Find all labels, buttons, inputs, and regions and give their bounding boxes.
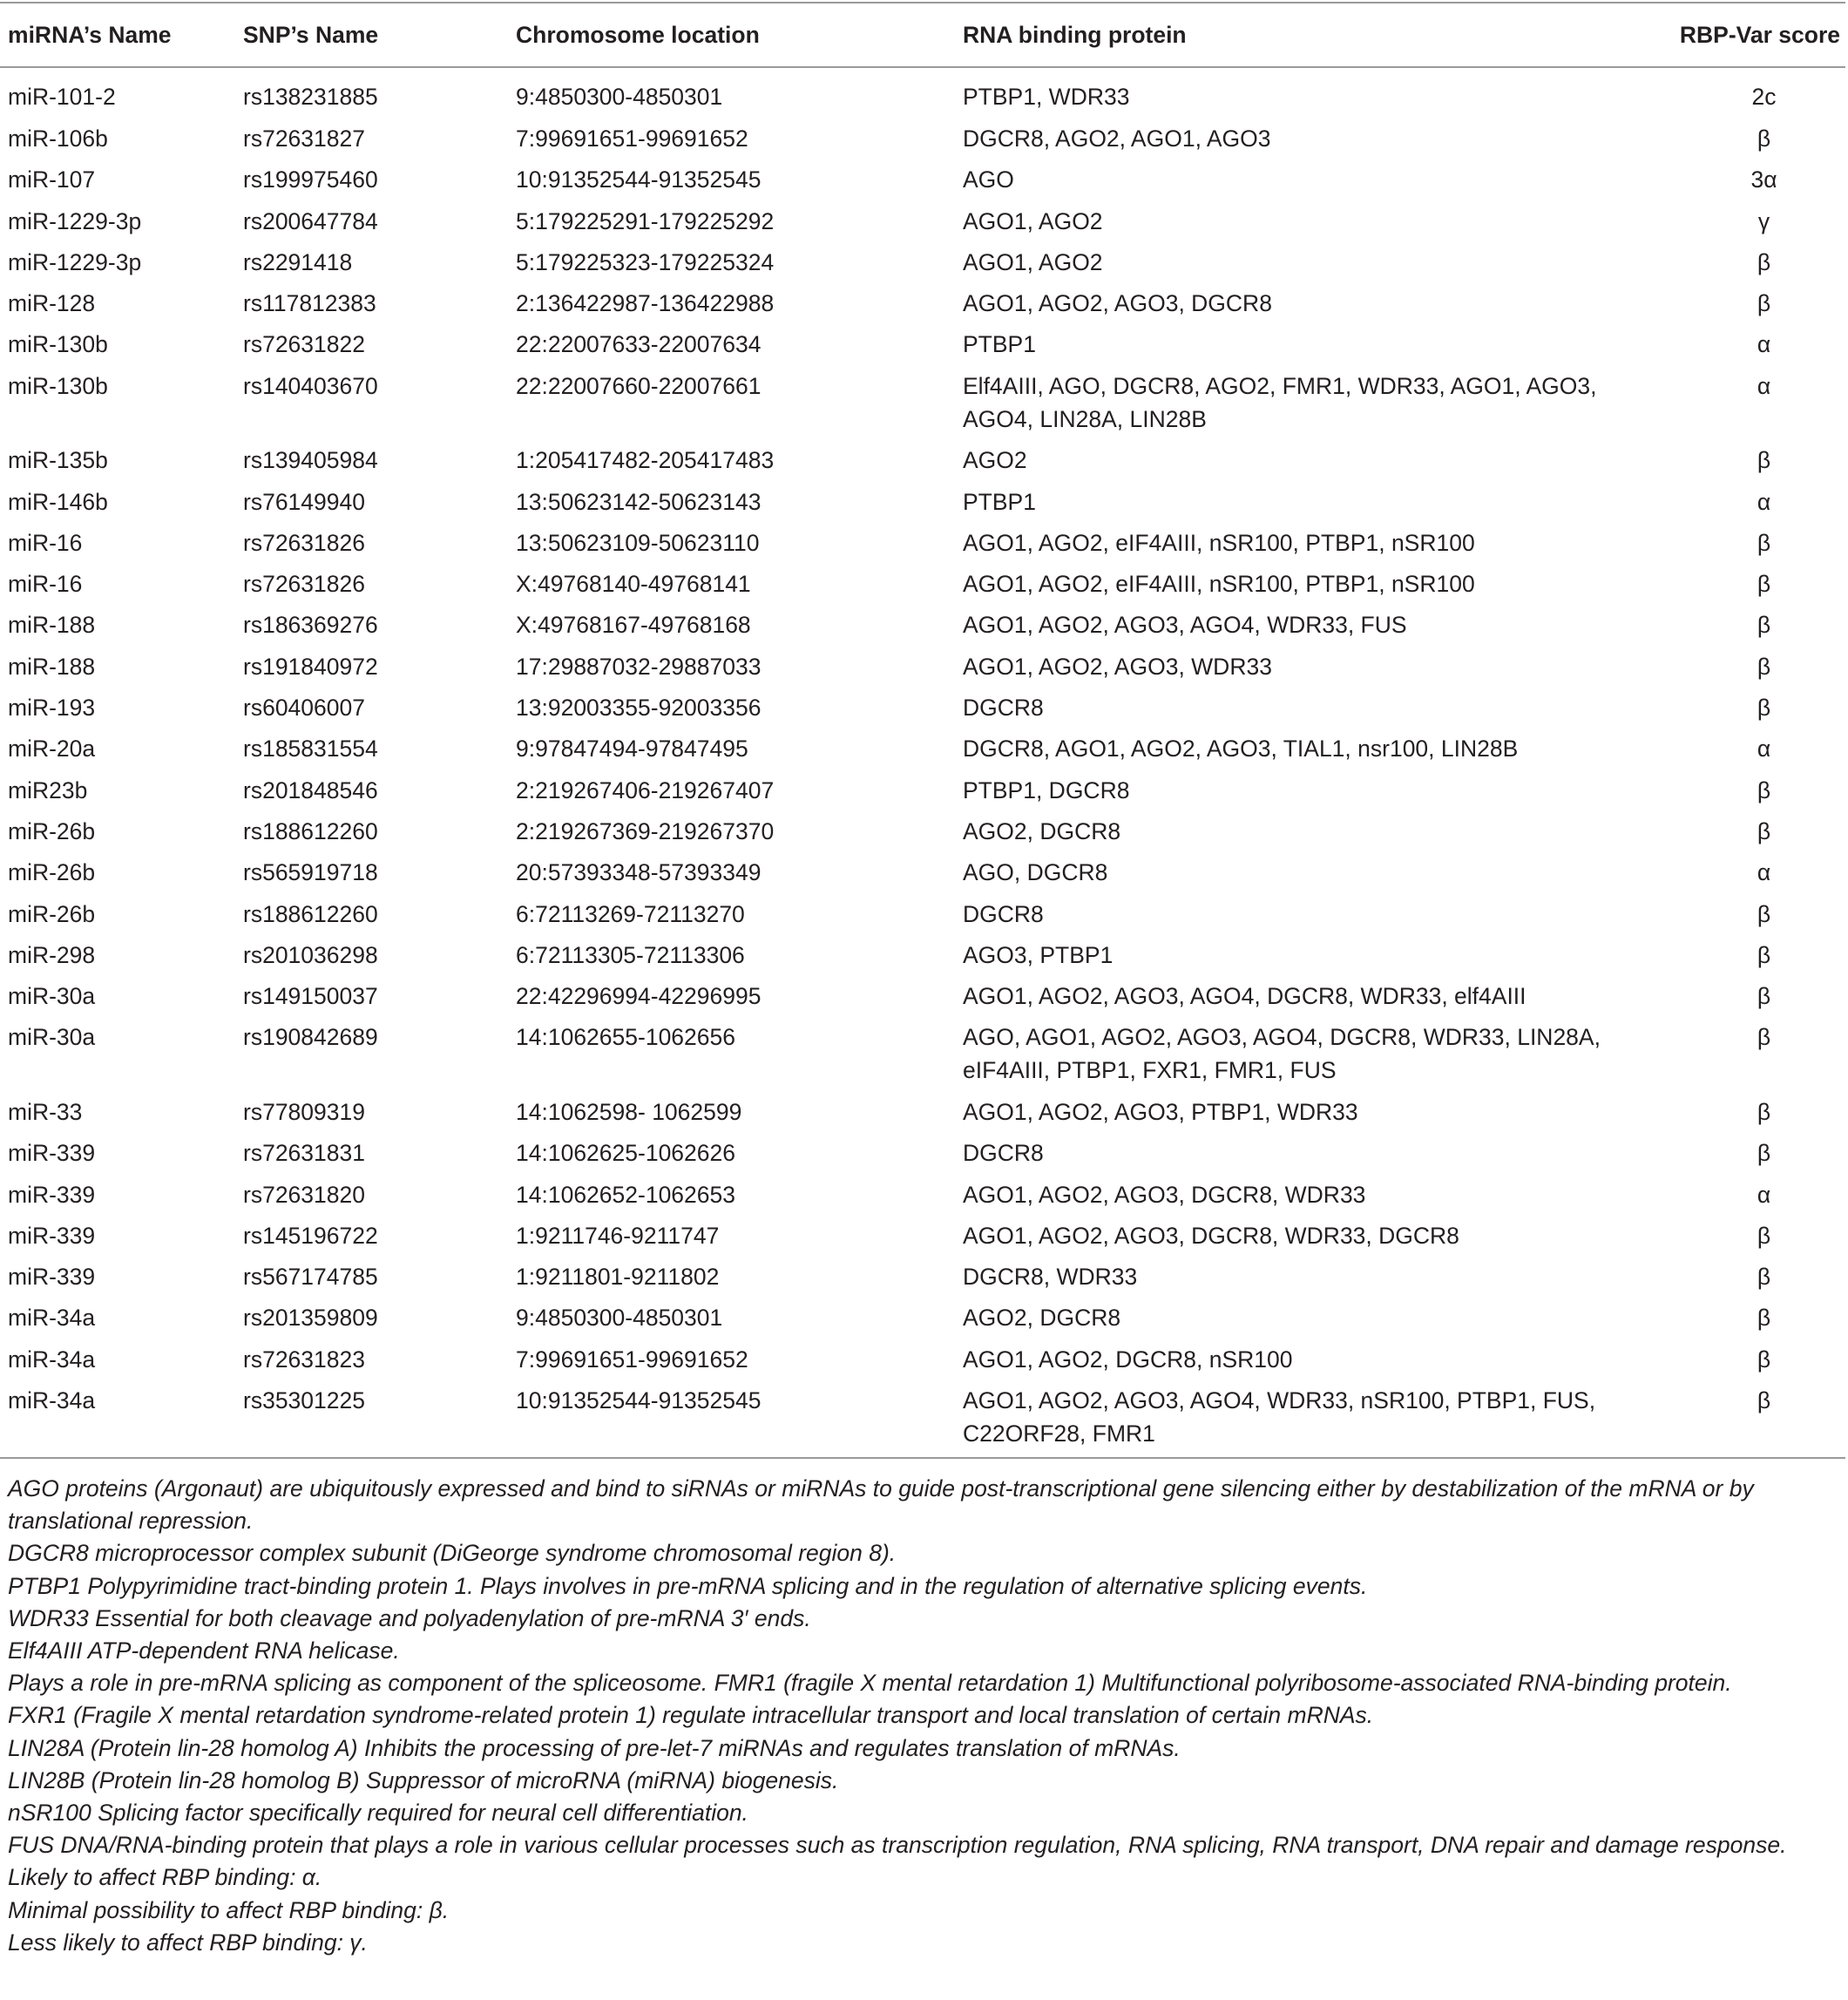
cell-mirna-name: miR-30a: [8, 983, 96, 1010]
table-body: [0, 67, 1845, 1458]
cell-rna-binding-protein: PTBP1, DGCR8: [963, 776, 1130, 803]
footnote-line: Elf4AIII ATP-dependent RNA helicase.: [8, 1637, 400, 1664]
cell-mirna-name: miR-130b: [8, 331, 108, 358]
cell-snp-name: rs201359809: [243, 1305, 378, 1332]
table-row: [0, 1339, 1845, 1380]
header-chromosome-location: Chromosome location: [516, 22, 760, 48]
table-row: [0, 522, 1845, 563]
cell-chromosome-location: 1:205417482-205417483: [516, 447, 775, 474]
table-row: [0, 282, 1845, 323]
table-row: [0, 481, 1845, 522]
table-row: [0, 893, 1845, 934]
cell-snp-name: rs2291418: [243, 248, 353, 275]
cell-mirna-name: miR-107: [8, 166, 96, 193]
cell-mirna-name: miR-188: [8, 612, 96, 639]
table-row: [0, 563, 1845, 604]
cell-snp-name: rs201848546: [243, 776, 378, 803]
cell-chromosome-location: 14:1062598- 1062599: [516, 1098, 742, 1125]
table-row: [0, 975, 1845, 1016]
cell-rna-binding-protein: AGO2: [963, 447, 1027, 474]
table-row: [0, 1215, 1845, 1256]
cell-snp-name: rs140403670: [243, 372, 378, 399]
cell-snp-name: rs185831554: [243, 736, 378, 763]
cell-snp-name: rs72631827: [243, 125, 365, 152]
cell-rna-binding-protein: AGO, DGCR8: [963, 859, 1108, 886]
cell-snp-name: rs188612260: [243, 817, 378, 844]
cell-rbp-var-score: β: [1757, 1222, 1771, 1249]
cell-snp-name: rs72631820: [243, 1181, 365, 1208]
cell-chromosome-location: 13:50623142-50623143: [516, 488, 762, 515]
table-row: [0, 646, 1845, 687]
cell-mirna-name: miR-34a: [8, 1346, 96, 1373]
cell-mirna-name: miR-339: [8, 1181, 96, 1208]
cell-chromosome-location: 9:4850300-4850301: [516, 84, 723, 110]
cell-rna-binding-protein: DGCR8: [963, 900, 1044, 927]
cell-chromosome-location: 13:92003355-92003356: [516, 695, 762, 722]
cell-chromosome-location: 22:22007660-22007661: [516, 372, 762, 399]
table-row: [0, 1016, 1845, 1091]
cell-mirna-name: miR-1229-3p: [8, 248, 142, 275]
cell-snp-name: rs191840972: [243, 653, 378, 680]
cell-rbp-var-score: β: [1757, 125, 1771, 152]
footnote-line: WDR33 Essential for both cleavage and polyadenylation of pre-mRNA 3′ ends.: [8, 1604, 811, 1631]
footnote-line: Less likely to affect RBP binding: γ.: [8, 1929, 368, 1956]
cell-mirna-name: miR-146b: [8, 488, 108, 515]
cell-mirna-name: miR-30a: [8, 1024, 96, 1051]
cell-rbp-var-score: β: [1757, 1024, 1771, 1051]
cell-chromosome-location: 6:72113269-72113270: [516, 900, 745, 927]
cell-rbp-var-score: β: [1757, 1387, 1771, 1414]
footnote-line: DGCR8 microprocessor complex subunit (DiGeorge syndrome chromosomal region 8).: [8, 1540, 897, 1567]
cell-rna-binding-protein: DGCR8, AGO2, AGO1, AGO3: [963, 125, 1271, 152]
cell-snp-name: rs200647784: [243, 207, 378, 234]
cell-chromosome-location: 7:99691651-99691652: [516, 125, 748, 152]
header-rna-binding-protein: RNA binding protein: [963, 22, 1187, 48]
cell-chromosome-location: 14:1062625-1062626: [516, 1140, 735, 1167]
cell-mirna-name: miR-339: [8, 1222, 96, 1249]
table-row: [0, 323, 1845, 364]
footnote-line: Likely to affect RBP binding: α.: [8, 1864, 322, 1891]
footnote-line: nSR100 Splicing factor specifically required for neural cell differentiation.: [8, 1800, 748, 1827]
cell-chromosome-location: 10:91352544-91352545: [516, 1387, 762, 1414]
cell-mirna-name: miR-135b: [8, 447, 108, 474]
cell-snp-name: rs72631831: [243, 1140, 365, 1167]
cell-rbp-var-score: β: [1757, 612, 1771, 639]
cell-rbp-var-score: β: [1757, 983, 1771, 1010]
cell-rbp-var-score: β: [1757, 1305, 1771, 1332]
cell-mirna-name: miR-188: [8, 653, 96, 680]
table-row: [0, 1380, 1845, 1458]
cell-snp-name: rs60406007: [243, 695, 365, 722]
cell-chromosome-location: 13:50623109-50623110: [516, 529, 760, 556]
cell-chromosome-location: X:49768167-49768168: [516, 612, 751, 639]
table-row: [0, 200, 1845, 241]
cell-rna-binding-protein: AGO1, AGO2, AGO3, DGCR8, WDR33: [963, 1181, 1366, 1208]
cell-mirna-name: miR-26b: [8, 859, 96, 886]
cell-mirna-name: miR-1229-3p: [8, 207, 142, 234]
cell-mirna-name: miR-26b: [8, 900, 96, 927]
cell-rna-binding-protein: PTBP1: [963, 488, 1036, 515]
cell-rna-binding-protein: AGO, AGO1, AGO2, AGO3, AGO4, DGCR8, WDR33, LIN28A, eIF4AIII, PTBP1, FXR1, FMR1, FUS: [963, 1024, 1601, 1084]
cell-rna-binding-protein: DGCR8: [963, 1140, 1044, 1167]
table-row: [0, 1297, 1845, 1338]
cell-mirna-name: miR-34a: [8, 1305, 96, 1332]
cell-rbp-var-score: 2c: [1751, 84, 1777, 110]
cell-rbp-var-score: α: [1757, 488, 1771, 515]
cell-rna-binding-protein: DGCR8: [963, 695, 1044, 722]
cell-chromosome-location: 9:97847494-97847495: [516, 736, 748, 763]
cell-rbp-var-score: β: [1757, 1098, 1771, 1125]
table-row: [0, 439, 1845, 480]
cell-chromosome-location: 10:91352544-91352545: [516, 166, 762, 193]
cell-snp-name: rs35301225: [243, 1387, 365, 1414]
cell-mirna-name: miR-26b: [8, 817, 96, 844]
cell-rbp-var-score: β: [1757, 290, 1771, 317]
cell-snp-name: rs138231885: [243, 84, 378, 110]
cell-rbp-var-score: α: [1757, 1181, 1771, 1208]
cell-snp-name: rs186369276: [243, 612, 378, 639]
footnote-line: FXR1 (Fragile X mental retardation syndrome-related protein 1) regulate intracellular transport and local translation of certain mRNAs.: [8, 1702, 1374, 1729]
cell-rna-binding-protein: DGCR8, AGO1, AGO2, AGO3, TIAL1, nsr100, LIN28B: [963, 736, 1519, 763]
cell-snp-name: rs190842689: [243, 1024, 378, 1051]
cell-mirna-name: miR-298: [8, 941, 96, 968]
table-row: [0, 728, 1845, 769]
cell-chromosome-location: 2:219267406-219267407: [516, 776, 775, 803]
footnote-line: Minimal possibility to affect RBP binding: β.: [8, 1896, 450, 1923]
cell-rna-binding-protein: AGO1, AGO2, AGO3, DGCR8: [963, 290, 1272, 317]
table-row: [0, 159, 1845, 200]
cell-mirna-name: miR-20a: [8, 736, 96, 763]
cell-snp-name: rs76149940: [243, 488, 365, 515]
header-mirna-name: miRNA’s Name: [8, 22, 172, 48]
table-row: [0, 934, 1845, 975]
cell-chromosome-location: 5:179225291-179225292: [516, 207, 775, 234]
cell-rbp-var-score: β: [1757, 529, 1771, 556]
table-row: [0, 687, 1845, 728]
footnote-line: LIN28B (Protein lin-28 homolog B) Suppressor of microRNA (miRNA) biogenesis.: [8, 1766, 839, 1793]
cell-rna-binding-protein: AGO1, AGO2: [963, 248, 1103, 275]
table-footnotes: [8, 1473, 1842, 1959]
table-row: [0, 851, 1845, 892]
cell-rbp-var-score: β: [1757, 447, 1771, 474]
cell-rna-binding-protein: AGO1, AGO2, AGO3, AGO4, WDR33, nSR100, PTBP1, FUS, C22ORF28, FMR1: [963, 1387, 1596, 1447]
cell-snp-name: rs199975460: [243, 166, 378, 193]
cell-rbp-var-score: β: [1757, 571, 1771, 598]
cell-rbp-var-score: β: [1757, 1264, 1771, 1291]
header-snp-name: SNP’s Name: [243, 22, 379, 48]
cell-rna-binding-protein: AGO1, AGO2, AGO3, AGO4, WDR33, FUS: [963, 612, 1407, 639]
cell-chromosome-location: 6:72113305-72113306: [516, 941, 745, 968]
cell-rna-binding-protein: AGO2, DGCR8: [963, 1305, 1121, 1332]
cell-rbp-var-score: β: [1757, 817, 1771, 844]
cell-mirna-name: miR-101-2: [8, 84, 116, 110]
cell-rbp-var-score: γ: [1757, 207, 1770, 234]
cell-rna-binding-protein: AGO1, AGO2, AGO3, AGO4, DGCR8, WDR33, elf4AIII: [963, 983, 1526, 1010]
cell-snp-name: rs188612260: [243, 900, 378, 927]
cell-mirna-name: miR-16: [8, 571, 83, 598]
cell-chromosome-location: 14:1062652-1062653: [516, 1181, 735, 1208]
cell-snp-name: rs145196722: [243, 1222, 378, 1249]
cell-snp-name: rs567174785: [243, 1264, 378, 1291]
footnote-line: Plays a role in pre-mRNA splicing as component of the spliceosome. FMR1 (fragile X mental retardation 1) Multifunctional polyribosome-associated RNA-binding protein.: [8, 1670, 1732, 1697]
cell-snp-name: rs77809319: [243, 1098, 365, 1125]
cell-mirna-name: miR-128: [8, 290, 96, 317]
mirna-snp-table: [0, 2, 1845, 1459]
cell-rna-binding-protein: AGO1, AGO2, AGO3, DGCR8, WDR33, DGCR8: [963, 1222, 1459, 1249]
cell-mirna-name: miR-34a: [8, 1387, 96, 1414]
cell-snp-name: rs72631822: [243, 331, 365, 358]
cell-rbp-var-score: β: [1757, 1346, 1771, 1373]
cell-snp-name: rs117812383: [243, 290, 376, 317]
table-row: [0, 1132, 1845, 1173]
cell-rna-binding-protein: AGO1, AGO2, DGCR8, nSR100: [963, 1346, 1293, 1373]
cell-rna-binding-protein: AGO1, AGO2, eIF4AIII, nSR100, PTBP1, nSR100: [963, 571, 1475, 598]
cell-snp-name: rs565919718: [243, 859, 378, 886]
cell-mirna-name: miR-106b: [8, 125, 108, 152]
table-header: [0, 3, 1845, 67]
footnote-line: AGO proteins (Argonaut) are ubiquitously expressed and bind to siRNAs or miRNAs to guide post-transcriptional gene silencing either by destabilization of the mRNA or by translational repression.: [8, 1475, 1754, 1535]
cell-rbp-var-score: β: [1757, 900, 1771, 927]
table-row: [0, 241, 1845, 282]
cell-snp-name: rs72631826: [243, 529, 365, 556]
cell-mirna-name: miR-33: [8, 1098, 83, 1125]
table-row: [0, 67, 1845, 118]
cell-snp-name: rs72631826: [243, 571, 365, 598]
cell-mirna-name: miR-130b: [8, 372, 108, 399]
cell-chromosome-location: X:49768140-49768141: [516, 571, 751, 598]
cell-chromosome-location: 2:136422987-136422988: [516, 290, 775, 317]
footnote-line: PTBP1 Polypyrimidine tract-binding protein 1. Plays involves in pre-mRNA splicing and in the regulation of alternative splicing events.: [8, 1572, 1368, 1599]
cell-rbp-var-score: 3α: [1750, 166, 1777, 193]
table-row: [0, 1256, 1845, 1297]
cell-mirna-name: miR-339: [8, 1264, 96, 1291]
footnote-line: FUS DNA/RNA-binding protein that plays a role in various cellular processes such as transcription regulation, RNA splicing, RNA transport, DNA repair and damage response.: [8, 1832, 1787, 1859]
cell-rbp-var-score: β: [1757, 248, 1771, 275]
header-row: [0, 3, 1845, 67]
table-row: [0, 1174, 1845, 1215]
cell-rbp-var-score: β: [1757, 653, 1771, 680]
cell-rbp-var-score: α: [1757, 736, 1771, 763]
cell-rbp-var-score: α: [1757, 859, 1771, 886]
cell-rna-binding-protein: Elf4AIII, AGO, DGCR8, AGO2, FMR1, WDR33, AGO1, AGO3, AGO4, LIN28A, LIN28B: [963, 372, 1597, 432]
cell-chromosome-location: 22:22007633-22007634: [516, 331, 762, 358]
table-row: [0, 604, 1845, 645]
cell-mirna-name: miR23b: [8, 776, 88, 803]
cell-rna-binding-protein: PTBP1: [963, 331, 1036, 358]
cell-chromosome-location: 17:29887032-29887033: [516, 653, 762, 680]
table-row: [0, 810, 1845, 851]
footnote-line: LIN28A (Protein lin-28 homolog A) Inhibits the processing of pre-let-7 miRNAs and regulates translation of mRNAs.: [8, 1734, 1181, 1761]
cell-rna-binding-protein: AGO2, DGCR8: [963, 817, 1121, 844]
cell-rna-binding-protein: AGO1, AGO2, AGO3, PTBP1, WDR33: [963, 1098, 1358, 1125]
cell-rna-binding-protein: AGO1, AGO2, eIF4AIII, nSR100, PTBP1, nSR100: [963, 529, 1475, 556]
cell-rna-binding-protein: AGO3, PTBP1: [963, 941, 1114, 968]
cell-chromosome-location: 5:179225323-179225324: [516, 248, 775, 275]
cell-chromosome-location: 14:1062655-1062656: [516, 1024, 735, 1051]
cell-rna-binding-protein: AGO1, AGO2: [963, 207, 1103, 234]
cell-chromosome-location: 1:9211746-9211747: [516, 1222, 720, 1249]
header-rbp-var-score: RBP-Var score: [1679, 22, 1840, 48]
cell-chromosome-location: 22:42296994-42296995: [516, 983, 762, 1010]
cell-rbp-var-score: β: [1757, 695, 1771, 722]
table-row: [0, 118, 1845, 159]
cell-chromosome-location: 1:9211801-9211802: [516, 1264, 720, 1291]
cell-rbp-var-score: α: [1757, 372, 1771, 399]
table-row: [0, 365, 1845, 440]
cell-rna-binding-protein: AGO1, AGO2, AGO3, WDR33: [963, 653, 1272, 680]
cell-snp-name: rs139405984: [243, 447, 378, 474]
table-row: [0, 1091, 1845, 1132]
cell-rna-binding-protein: DGCR8, WDR33: [963, 1264, 1138, 1291]
cell-rna-binding-protein: AGO: [963, 166, 1014, 193]
cell-rbp-var-score: β: [1757, 941, 1771, 968]
cell-chromosome-location: 9:4850300-4850301: [516, 1305, 723, 1332]
cell-snp-name: rs201036298: [243, 941, 378, 968]
cell-rbp-var-score: α: [1757, 331, 1771, 358]
cell-chromosome-location: 20:57393348-57393349: [516, 859, 762, 886]
cell-chromosome-location: 7:99691651-99691652: [516, 1346, 748, 1373]
cell-mirna-name: miR-16: [8, 529, 83, 556]
cell-chromosome-location: 2:219267369-219267370: [516, 817, 775, 844]
cell-snp-name: rs72631823: [243, 1346, 365, 1373]
cell-rbp-var-score: β: [1757, 776, 1771, 803]
cell-rna-binding-protein: PTBP1, WDR33: [963, 84, 1130, 110]
cell-mirna-name: miR-339: [8, 1140, 96, 1167]
cell-snp-name: rs149150037: [243, 983, 378, 1010]
table-row: [0, 769, 1845, 810]
cell-mirna-name: miR-193: [8, 695, 96, 722]
cell-rbp-var-score: β: [1757, 1140, 1771, 1167]
